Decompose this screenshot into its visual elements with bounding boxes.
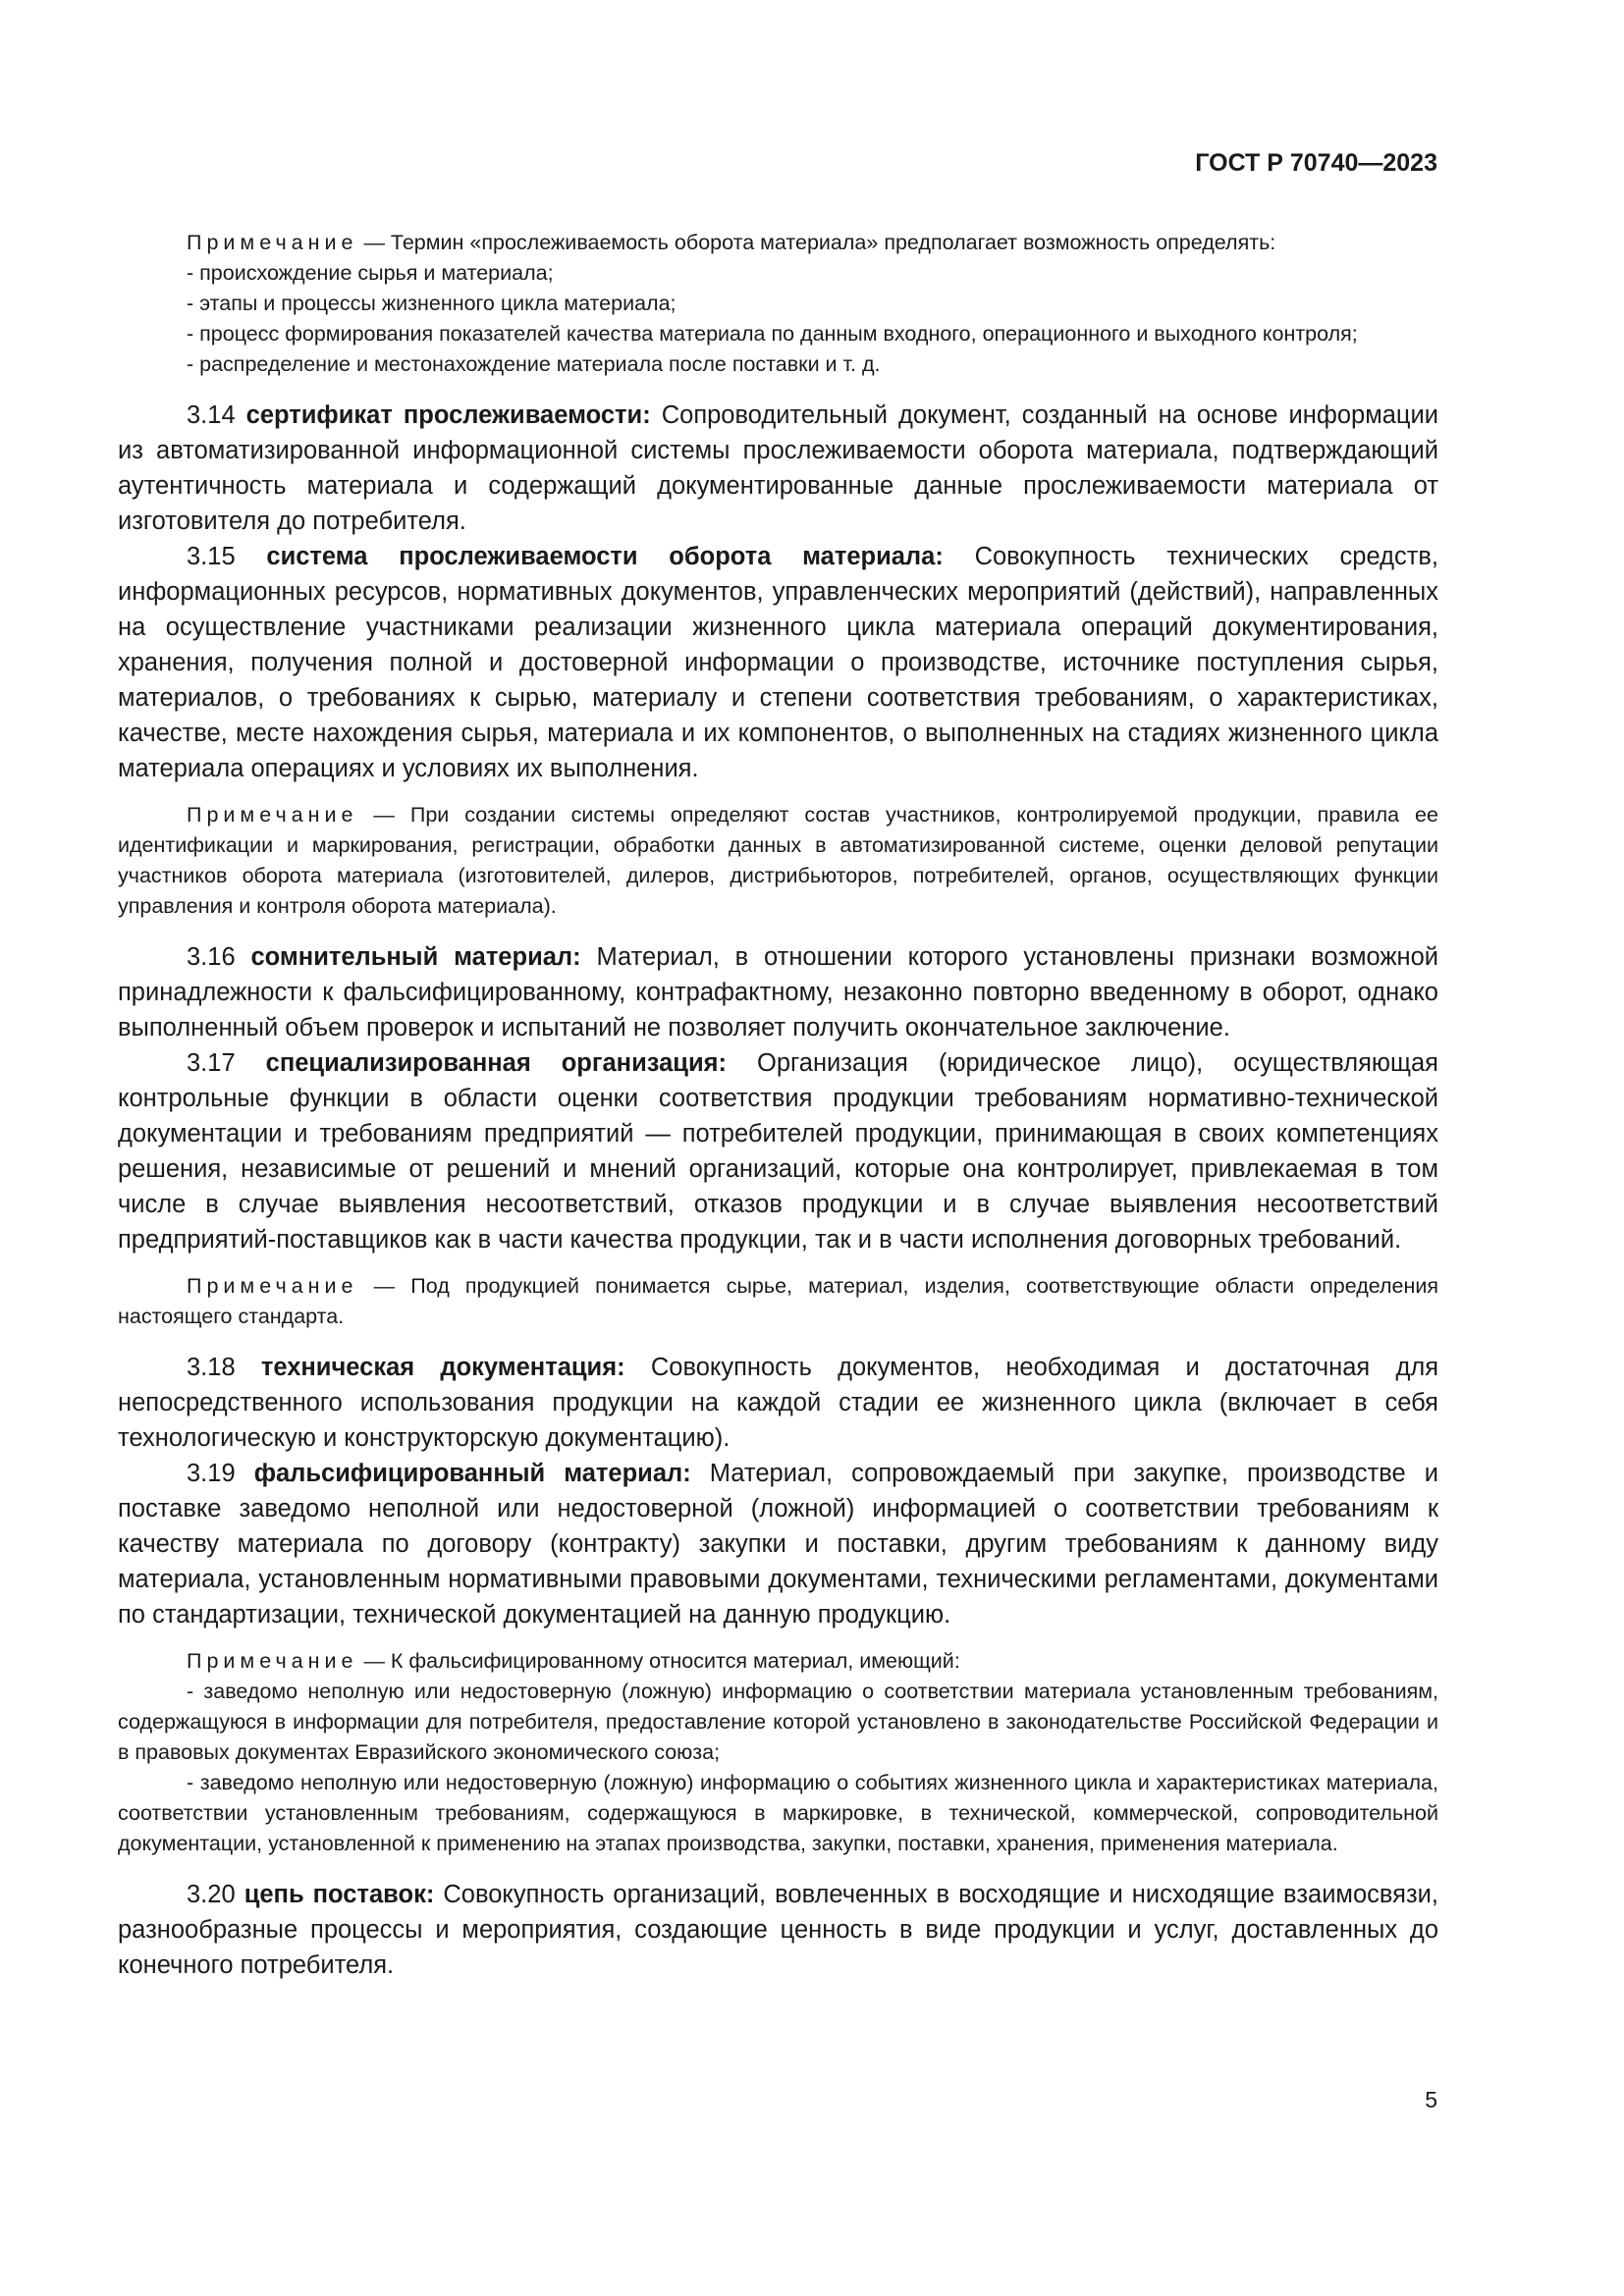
term-number: 3.19 (187, 1460, 236, 1487)
term-number: 3.18 (187, 1354, 236, 1381)
note-block-2 (118, 800, 1438, 922)
term-title: система прослеживаемости оборота материала: (266, 543, 944, 570)
term-definition: Организация (юридическое лицо), осуществляющая контрольные функции в области оценки соответствия продукции требованиям нормативно-технической документации и требованиям предприятий — потребителей продукции, принимающая в своих компетенциях решения, независимые от решений и мнений организаций, которые она контролирует, привлекаемая в том числе в случае выявления несоответствий, отказов продукции и в случае выявления несоответствий предприятий-поставщиков как в части качества продукции, так и в части исполнения договорных требований. (118, 1049, 1438, 1254)
term-3-14 (118, 398, 1438, 539)
note-block-3 (118, 1271, 1438, 1332)
note-text: К фальсифицированному относится материал, имеющий: (390, 1649, 960, 1673)
term-3-16 (118, 939, 1438, 1045)
page-number: 5 (1425, 2087, 1437, 2112)
term-3-15 (118, 539, 1438, 786)
term-3-19 (118, 1456, 1438, 1632)
term-number: 3.14 (187, 401, 236, 429)
note-dash: — (373, 1274, 396, 1298)
term-number: 3.16 (187, 943, 236, 971)
term-title: специализированная организация: (265, 1049, 728, 1077)
term-number: 3.20 (187, 1881, 236, 1908)
term-3-20 (118, 1877, 1438, 1983)
term-definition: Совокупность технических средств, информационных ресурсов, нормативных документов, управленческих мероприятий (действий), направленных на осуществление участниками реализации жизненного цикла материала операций документирования, хранения, получения полной и достоверной информации о производстве, источнике поступления сырья, материалов, о требованиях к сырью, материалу и степени соответствия требованиям, о характеристиках, качестве, месте нахождения сырья, материала и их компонентов, о выполненных на стадиях жизненного цикла материала операциях и условиях их выполнения. (118, 543, 1439, 782)
note-text: Под продукцией понимается сырье, материал, изделия, соответствующие области определения настоящего стандарта. (118, 1274, 1439, 1328)
note-block-1 (118, 228, 1438, 380)
document-body (118, 228, 1438, 1983)
term-definition: Сопроводительный документ, созданный на основе информации из автоматизированной информационной системы прослеживаемости оборота материала, подтверждающий аутентичность материала и содержащий документированные данные прослеживаемости материала от изготовителя до потребителя. (118, 401, 1439, 535)
note-label: Примечание (187, 231, 358, 254)
term-definition: Материал, сопровождаемый при закупке, производстве и поставке заведомо неполной или недостоверной (ложной) информацией о соответствии требованиям к качеству материала по договору (контракту) закупки и поставки, другим требованиям к данному виду материала, установленным нормативными правовыми документами, техническими регламентами, документами по стандартизации, технической документацией на данную продукцию. (118, 1460, 1439, 1629)
term-definition: Совокупность организаций, вовлеченных в восходящие и нисходящие взаимосвязи, разнообразные процессы и мероприятия, создающие ценность в виде продукции и услуг, доставленных до конечного потребителя. (118, 1881, 1438, 1979)
note-dash: — (363, 231, 385, 254)
document-id-header: ГОСТ Р 70740—2023 (1195, 149, 1437, 177)
note-label: Примечание (187, 1274, 358, 1298)
note-dash: — (373, 803, 395, 827)
term-number: 3.17 (187, 1049, 236, 1077)
term-definition: Совокупность документов, необходимая и достаточная для непосредственного использования продукции на каждой стадии ее жизненного цикла (включает в себя технологическую и конструкторскую документацию). (118, 1354, 1439, 1452)
term-number: 3.15 (187, 543, 236, 570)
note-block-4 (118, 1646, 1438, 1859)
list-item: - происхождение сырья и материала; (187, 261, 554, 285)
term-title: фальсифицированный материал: (253, 1460, 691, 1487)
list-item: - заведомо неполную или недостоверную (ложную) информацию о событиях жизненного цикла и характеристиках материала, соответствии установленным требованиям, содержащуюся в маркировке, в технической, коммерческой, сопроводительной документации, установленной к применению на этапах производства, закупки, поставки, хранения, применения материала. (118, 1771, 1438, 1855)
term-title: сертификат прослеживаемости: (245, 401, 651, 429)
note-label: Примечание (187, 1649, 358, 1673)
term-definition: Материал, в отношении которого установлены признаки возможной принадлежности к фальсифицированному, контрафактному, незаконно повторно введенному в оборот, однако выполненный объем проверок и испытаний не позволяет получить окончательное заключение. (118, 943, 1439, 1041)
list-item: - распределение и местонахождение материала после поставки и т. д. (187, 352, 881, 376)
term-title: сомнительный материал: (250, 943, 581, 971)
term-3-17 (118, 1045, 1438, 1257)
term-title: техническая документация: (260, 1354, 625, 1381)
list-item: - процесс формирования показателей качества материала по данным входного, операционного и выходного контроля; (187, 322, 1358, 346)
note-dash: — (363, 1649, 385, 1673)
term-title: цепь поставок: (244, 1881, 435, 1908)
term-3-18 (118, 1350, 1438, 1456)
note-text: При создании системы определяют состав участников, контролируемой продукции, правила ее идентификации и маркирования, регистрации, обработки данных в автоматизированной системе, оценки деловой репутации участников оборота материала (изготовителей, дилеров, дистрибьюторов, потребителей, органов, осуществляющих функции управления и контроля оборота материала). (118, 803, 1438, 918)
list-item: - этапы и процессы жизненного цикла материала; (187, 292, 677, 315)
note-text: Термин «прослеживаемость оборота материала» предполагает возможность определять: (390, 231, 1276, 254)
note-label: Примечание (187, 803, 358, 827)
list-item: - заведомо неполную или недостоверную (ложную) информацию о соответствии материала установленным требованиям, содержащуюся в информации для потребителя, предоставление которой установлено в законодательстве Российской Федерации и в правовых документах Евразийского экономического союза; (118, 1680, 1438, 1764)
